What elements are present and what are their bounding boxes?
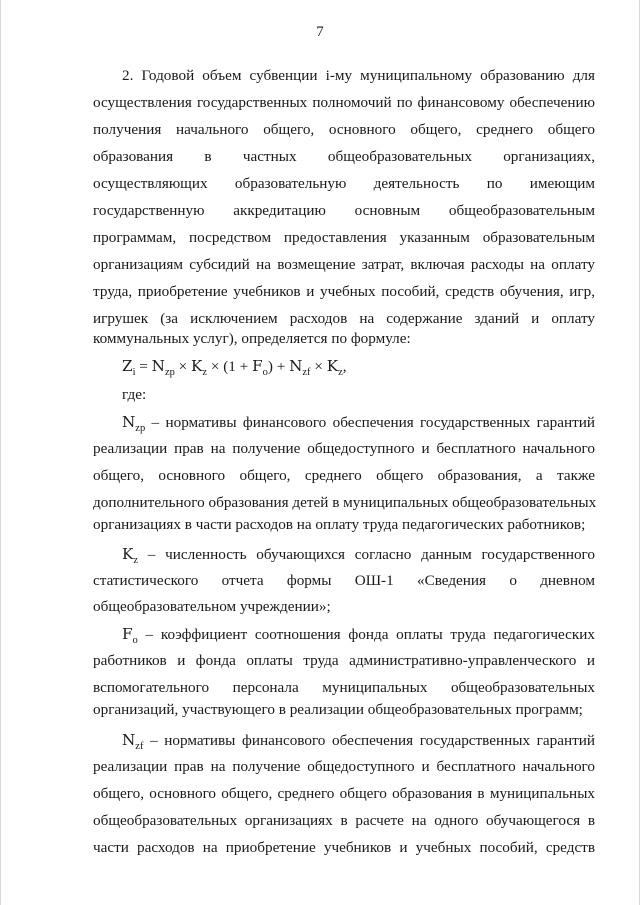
formula-operator: × (310, 358, 327, 375)
paragraph-line: образования в частных общеобразовательных организациях, (93, 148, 595, 165)
definition-subscript: o (132, 635, 138, 647)
paragraph-line: организациям субсидий на возмещение затрат, включая расходы на оплату (93, 256, 595, 273)
formula-symbol: N (151, 357, 165, 375)
paragraph-line: коммунальных услуг), определяется по формуле: (93, 330, 411, 347)
formula-operator: ) + (267, 358, 290, 375)
definition-subscript: z (133, 555, 139, 567)
definition-nzf-first-line (122, 730, 595, 757)
definition-subscript: zp (135, 423, 146, 435)
definition-symbol: K (122, 545, 134, 563)
formula-subscript: o (262, 367, 268, 379)
definition-line: общего, основного общего, среднего общего образования, а также (93, 467, 595, 484)
formula-symbol: K (191, 357, 203, 375)
definition-line: общего, основного общего, среднего общего образования в муниципальных (93, 785, 595, 802)
formula-symbol: F (252, 357, 263, 375)
paragraph-line: осуществления государственных полномочий по финансовому обеспечению (93, 94, 595, 111)
definition-text: – нормативы финансового обеспечения государственных гарантий (143, 732, 595, 749)
paragraph-line: 2. Годовой объем субвенции i-му муниципальному образованию для (122, 67, 595, 84)
paragraph-line: труда, приобретение учебников и учебных пособий, средств обучения, игр, (93, 283, 595, 300)
definition-fo-first-line (122, 624, 595, 651)
formula-subscript: zp (164, 367, 175, 379)
definition-symbol: N (122, 413, 136, 431)
definition-nzp-first-line (122, 412, 595, 439)
paragraph-line: государственную аккредитацию основным общеобразовательным (93, 202, 595, 219)
definition-line: дополнительного образования детей в муниципальных общеобразовательных (93, 494, 597, 511)
definition-kz-first-line (122, 544, 595, 571)
formula-operator: × (1 + (207, 358, 253, 375)
definition-line: реализации прав на получение общедоступного и бесплатного начального (93, 440, 595, 457)
definition-subscript: zf (135, 741, 144, 753)
formula-subscript: z (338, 367, 343, 379)
formula-operator: × (174, 358, 192, 375)
definition-line: общеобразовательном учреждении»; (93, 598, 331, 615)
formula-symbol: K (326, 357, 339, 375)
where-label: где: (122, 386, 147, 403)
definition-line: реализации прав на получение общедоступного и бесплатного начального (93, 758, 595, 775)
paragraph-line: осуществляющих образовательную деятельность по имеющим (93, 175, 595, 192)
formula-subscript: z (202, 367, 208, 379)
formula (122, 357, 347, 378)
page-number: 7 (316, 24, 324, 40)
definition-line: вспомогательного персонала муниципальных общеобразовательных (93, 679, 595, 696)
definition-line: работников и фонда оплаты труда административно-управленческого и (93, 652, 595, 669)
formula-symbol: Z (122, 357, 133, 375)
paragraph-line: получения начального общего, основного общего, среднего общего (93, 121, 595, 138)
definition-text: – коэффициент соотношения фонда оплаты труда педагогических (137, 626, 595, 643)
definition-text: – нормативы финансового обеспечения государственных гарантий (145, 414, 595, 431)
formula-punctuation: , (342, 358, 347, 375)
definition-symbol: F (122, 625, 133, 643)
paragraph-line: игрушек (за исключением расходов на содержание зданий и оплату (93, 310, 595, 327)
definition-symbol: N (122, 731, 136, 749)
definition-line: организаций, участвующего в реализации общеобразовательных программ; (93, 701, 583, 718)
definition-line: организациях в части расходов на оплату труда педагогических работников; (93, 516, 586, 533)
definition-text: – численность обучающихся согласно данным государственного (138, 546, 595, 563)
formula-subscript: zf (302, 367, 311, 379)
definition-line: общеобразовательных организациях в расчете на одного обучающегося в (93, 812, 595, 829)
definition-line: части расходов на приобретение учебников и учебных пособий, средств (93, 839, 595, 856)
formula-operator: = (135, 358, 152, 375)
formula-subscript: i (132, 367, 136, 379)
formula-symbol: N (289, 357, 303, 375)
paragraph-line: программам, посредством предоставления указанным образовательным (93, 229, 595, 246)
definition-line: статистического отчета формы ОШ-1 «Сведения о дневном (93, 572, 595, 589)
